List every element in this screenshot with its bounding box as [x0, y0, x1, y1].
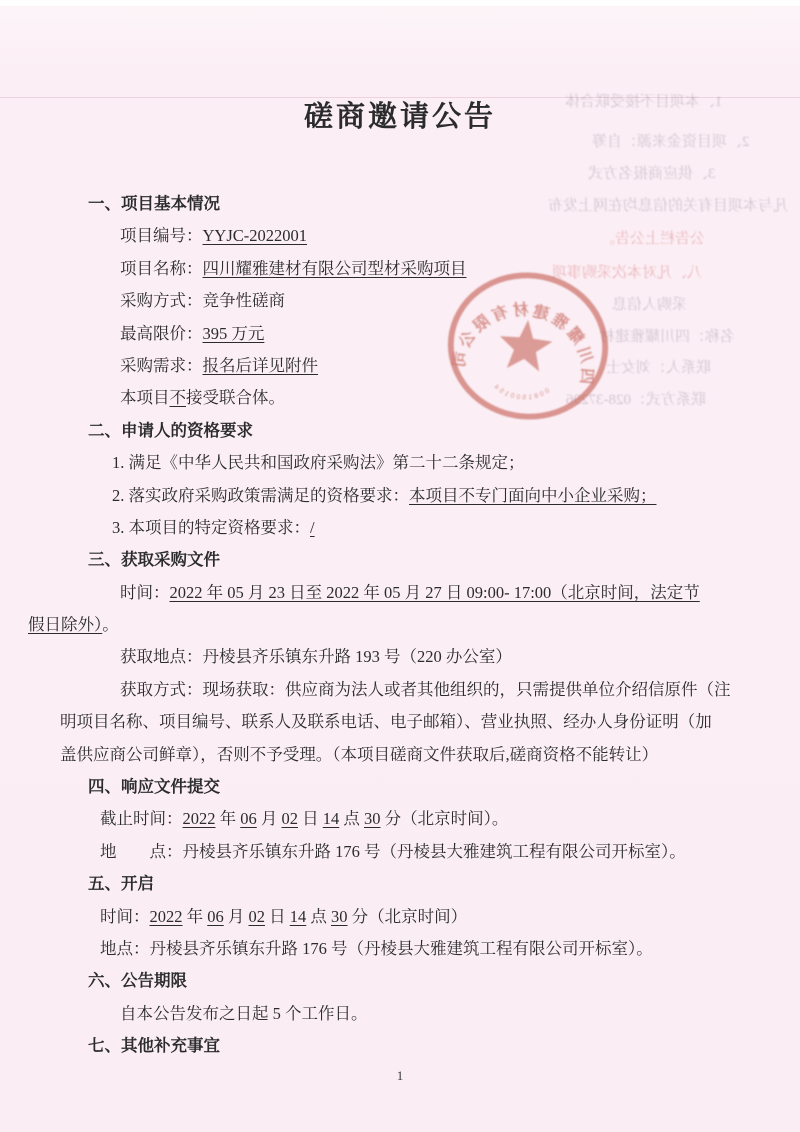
document-line: [0, 285, 800, 317]
text-run: 年: [182, 906, 208, 926]
seal-serial-number: 0081500154: [490, 381, 551, 402]
text-run: 1. 满足《中华人民共和国政府采购法》第二十二条规定；: [112, 453, 525, 473]
text-run: 采购需求：: [120, 355, 203, 375]
text-run: 项目名称：: [120, 258, 203, 278]
page-number: 1: [396, 1068, 404, 1083]
text-run: 二、申请人的资格要求: [88, 421, 253, 440]
bleedthrough-text: 1、本项目不接受联合体: [565, 94, 723, 110]
document-body: [0, 188, 800, 1063]
text-run: 项目编号：: [120, 226, 203, 246]
bleedthrough-text: 名称：四川耀雅建材: [600, 329, 736, 345]
underlined-text: YYJC-2022001: [202, 226, 308, 246]
text-run: 地点：丹棱县齐乐镇东升路 176 号（丹棱县大雅建筑工程有限公司开标室）。: [100, 938, 653, 958]
document-line: [0, 836, 800, 868]
document-line: [0, 480, 800, 512]
document-line: [0, 998, 800, 1030]
text-run: 本项目: [120, 388, 170, 408]
document-line: [0, 609, 800, 641]
document-line: [0, 318, 800, 350]
document-line: [0, 382, 800, 414]
text-run: 四、响应文件提交: [88, 778, 220, 797]
underlined-text: 06: [240, 809, 257, 829]
underlined-text: 02: [281, 809, 298, 829]
text-run: 点: [339, 809, 364, 829]
text-run: 月: [256, 809, 282, 829]
bleedthrough-text: 3、供应商报名方式: [588, 166, 716, 182]
bleedthrough-text: 公告栏上公告。: [600, 231, 706, 247]
document-line: [0, 706, 800, 738]
section-heading: [0, 544, 800, 576]
document-line: [0, 803, 800, 835]
document-line: [0, 739, 800, 771]
text-run: 接受联合体。: [186, 388, 285, 408]
text-run: 日: [265, 906, 290, 926]
text-run: 日: [298, 809, 323, 829]
bleedthrough-text: 八、凡对本次采购事项: [552, 265, 703, 281]
text-run: 分（北京时间）: [347, 906, 468, 926]
text-run: 六、公告期限: [88, 972, 187, 991]
underlined-text: 14: [322, 809, 340, 829]
text-run: 年: [215, 809, 241, 829]
text-run: 七、其他补充事宜: [88, 1037, 220, 1056]
underlined-text: 395 万元: [202, 323, 265, 343]
text-run: 3. 本项目的特定资格要求：: [112, 517, 310, 537]
document-line: [0, 447, 800, 479]
document-line: [0, 901, 800, 933]
underlined-text: 不: [169, 388, 186, 408]
bleedthrough-text: 联系人：刘女士: [606, 360, 712, 376]
text-run: 时间：: [120, 582, 170, 602]
document-line: [0, 512, 800, 544]
document-line: [0, 641, 800, 673]
text-run: 自本公告发布之日起 5 个工作日。: [120, 1003, 368, 1023]
text-run: 地 点：丹棱县齐乐镇东升路 176 号（丹棱县大雅建筑工程有限公司开标室）。: [100, 841, 686, 861]
text-run: 一、项目基本情况: [88, 195, 220, 213]
bleedthrough-text: 凡与本项目有关的信息均在网上发布: [548, 198, 789, 214]
section-heading: [0, 965, 800, 997]
document-line: [0, 350, 800, 382]
text-run: 获取地点：丹棱县齐乐镇东升路 193 号（220 办公室）: [120, 647, 512, 667]
underlined-text: /: [310, 517, 315, 537]
text-run: 点: [306, 906, 331, 926]
document-line: [0, 253, 800, 285]
section-heading: [0, 868, 800, 900]
document-line: [0, 577, 800, 609]
underlined-text: 四川耀雅建材有限公司型材采购项目: [202, 258, 467, 278]
text-run: 盖供应商公司鲜章），否则不予受理。（本项目磋商文件获取后,磋商资格不能转让）: [60, 744, 659, 764]
underlined-text: 本项目不专门面向中小企业采购；: [409, 485, 657, 505]
text-run: 。: [102, 615, 119, 635]
text-run: 2. 落实政府采购政策需满足的资格要求：: [112, 485, 409, 505]
text-run: 三、获取采购文件: [88, 551, 220, 570]
text-run: 采购方式：竞争性磋商: [120, 291, 285, 311]
text-run: 月: [223, 906, 249, 926]
underlined-text: 假日除外）: [28, 615, 103, 635]
text-run: 五、开启: [88, 875, 154, 894]
document-line: [0, 933, 800, 965]
underlined-text: 2022: [182, 809, 216, 829]
underlined-text: 06: [207, 906, 224, 926]
bleedthrough-text: 2、项目资金来源：自筹: [592, 134, 750, 150]
underlined-text: 30: [364, 809, 381, 829]
underlined-text: 2022 年 05 月 23 日至 2022 年 05 月 27 日 09:00- 17:00（北京时间，法定节: [169, 582, 700, 602]
text-run: 获取方式：现场获取：供应商为法人或者其他组织的，只需提供单位介绍信原件（注: [120, 679, 731, 699]
document-title: 磋商邀请公告: [303, 101, 496, 133]
section-heading: [0, 771, 800, 803]
text-run: 明项目名称、项目编号、联系人及联系电话、电子邮箱）、营业执照、经办人身份证明（加: [60, 712, 712, 732]
section-heading: [0, 1030, 800, 1062]
text-run: 最高限价：: [120, 323, 203, 343]
underlined-text: 30: [331, 906, 348, 926]
underlined-text: 2022: [149, 906, 183, 926]
underlined-text: 报名后详见附件: [202, 355, 318, 375]
bleedthrough-text: 采购人信息: [612, 297, 688, 313]
bleedthrough-text: 联系方式：028-37296: [566, 392, 706, 408]
document-line: [0, 220, 800, 252]
text-run: 分（北京时间）。: [380, 809, 509, 829]
text-run: 截止时间：: [100, 809, 183, 829]
section-heading: [0, 188, 800, 220]
document-line: [0, 674, 800, 706]
text-run: 时间：: [100, 906, 150, 926]
section-heading: [0, 415, 800, 447]
underlined-text: 14: [289, 906, 307, 926]
seal-company-name: 四川耀雅建材有限公司: [450, 301, 596, 385]
underlined-text: 02: [248, 906, 265, 926]
